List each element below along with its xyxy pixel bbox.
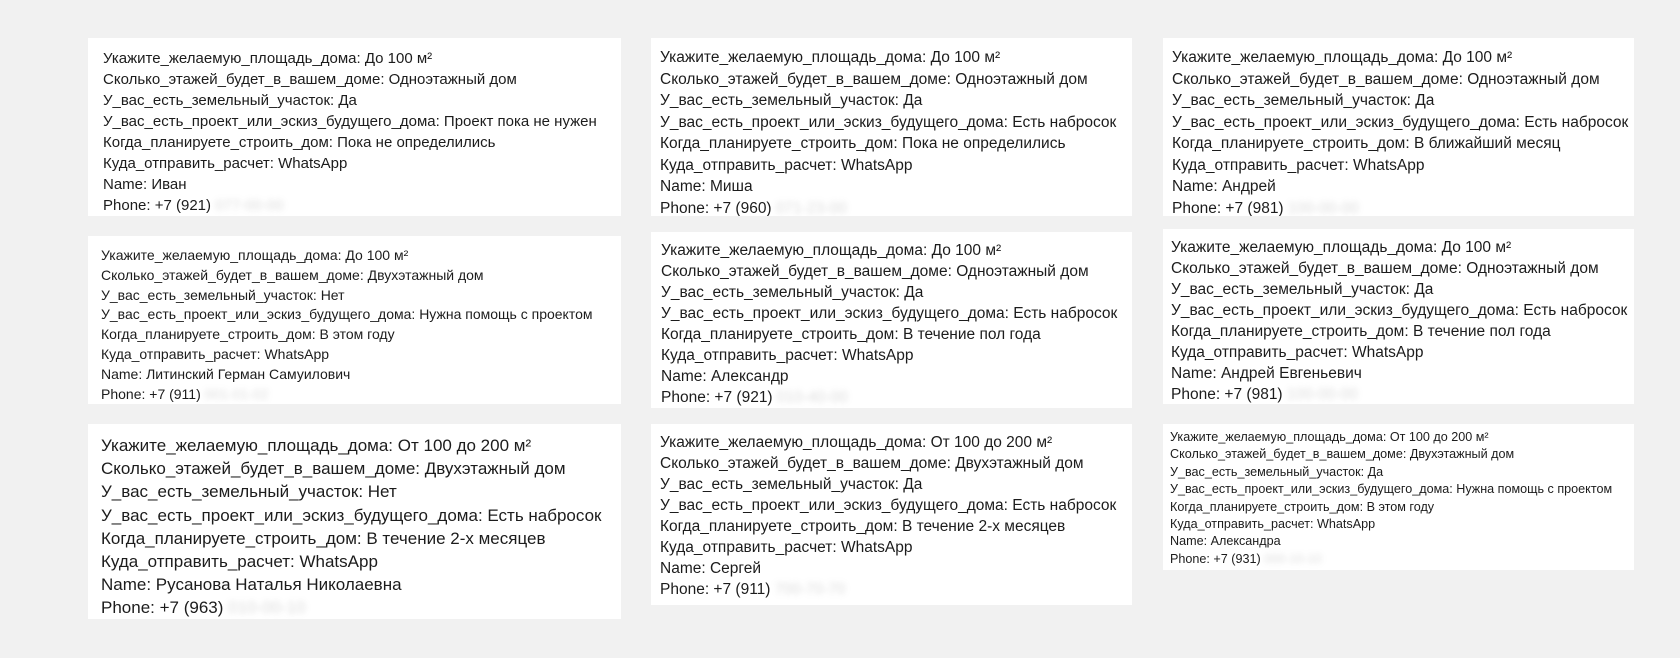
floors-field: Сколько_этажей_будет_в_вашем_доме: Одноэтажный дом	[660, 70, 1088, 88]
phone-field	[1171, 384, 1634, 404]
cut-off-line	[660, 600, 1132, 605]
send-field: Куда_отправить_расчет: WhatsApp	[1170, 517, 1376, 532]
name-field: Name: Литинский Герман Самуилович	[101, 365, 351, 382]
floors-field: Сколько_этажей_будет_в_вашем_доме: Двухэтажный дом	[101, 266, 484, 283]
phone-field	[660, 198, 1132, 217]
phone-redacted: 100-00-00	[1282, 386, 1358, 403]
floors-field: Сколько_этажей_будет_в_вашем_доме: Одноэтажный дом	[1171, 260, 1599, 277]
when-field: Когда_планируете_строить_дом: В течение пол года	[1171, 323, 1551, 340]
phone-redacted: 077-00-00	[211, 197, 284, 214]
name-field: Name: Александр	[661, 368, 789, 385]
send-field: Куда_отправить_расчет: WhatsApp	[101, 345, 330, 362]
phone-visible: Phone: +7 (981)	[1172, 199, 1284, 216]
land-field: У_вас_есть_земельный_участок: Да	[1170, 464, 1384, 479]
area-field: Укажите_желаемую_площадь_дома: До 100 м²	[660, 49, 1001, 66]
lead-card-5	[651, 232, 1132, 408]
phone-field	[661, 387, 1132, 408]
send-field: Куда_отправить_расчет: WhatsApp	[660, 156, 913, 174]
lead-card-2	[651, 38, 1132, 216]
phone-redacted: 071-23-00	[771, 199, 847, 216]
phone-redacted: 000-10-10	[1260, 551, 1322, 566]
phone-visible: Phone: +7 (960)	[660, 199, 772, 216]
land-field: У_вас_есть_земельный_участок: Да	[1172, 92, 1435, 109]
lead-card-6	[1163, 229, 1634, 404]
project-field: У_вас_есть_проект_или_эскиз_будущего_дома: Есть набросок	[660, 113, 1117, 131]
land-field: У_вас_есть_земельный_участок: Нет	[101, 286, 345, 303]
area-field: Укажите_желаемую_площадь_дома: До 100 м²	[661, 242, 1002, 259]
floors-field: Сколько_этажей_будет_в_вашем_доме: Двухэтажный дом	[101, 459, 566, 479]
phone-redacted: 010-40-00	[772, 389, 848, 406]
phone-field	[103, 195, 621, 216]
lead-card-7	[88, 424, 621, 619]
name-field: Name: Русанова Наталья Николаевна	[101, 575, 402, 595]
phone-visible: Phone: +7 (963)	[101, 598, 224, 618]
project-field: У_вас_есть_проект_или_эскиз_будущего_дома: Проект пока не нужен	[103, 113, 597, 130]
phone-field	[101, 385, 621, 404]
when-field: Когда_планируете_строить_дом: В течение 2-х месяцев	[660, 518, 1066, 535]
name-field: Name: Александра	[1170, 534, 1281, 549]
phone-visible: Phone: +7 (911)	[101, 385, 201, 402]
lead-card-3	[1163, 38, 1634, 216]
phone-redacted: 010-00-10	[223, 598, 306, 618]
area-field: Укажите_желаемую_площадь_дома: До 100 м²	[103, 50, 433, 67]
send-field: Куда_отправить_расчет: WhatsApp	[660, 539, 913, 556]
name-field: Name: Сергей	[660, 560, 761, 577]
when-field: Когда_планируете_строить_дом: Пока не определились	[660, 135, 1066, 152]
phone-field	[660, 579, 1132, 600]
floors-field: Сколько_этажей_будет_в_вашем_доме: Двухэтажный дом	[660, 455, 1084, 472]
land-field: У_вас_есть_земельный_участок: Да	[660, 476, 923, 493]
when-field: Когда_планируете_строить_дом: В течение пол года	[661, 326, 1041, 343]
land-field: У_вас_есть_земельный_участок: Да	[1171, 281, 1434, 298]
project-field: У_вас_есть_проект_или_эскиз_будущего_дома: Есть набросок	[660, 497, 1117, 514]
phone-visible: Phone: +7 (911)	[660, 581, 771, 598]
area-field: Укажите_желаемую_площадь_дома: От 100 до 200 м²	[660, 434, 1053, 451]
land-field: У_вас_есть_земельный_участок: Да	[103, 92, 357, 109]
phone-redacted: 700-70-70	[770, 581, 846, 598]
area-field: Укажите_желаемую_площадь_дома: От 100 до 200 м²	[101, 436, 532, 455]
phone-visible: Phone: +7 (981)	[1171, 386, 1283, 403]
land-field: У_вас_есть_земельный_участок: Да	[660, 92, 923, 109]
area-field: Укажите_желаемую_площадь_дома: До 100 м²	[101, 247, 409, 263]
project-field: У_вас_есть_проект_или_эскиз_будущего_дома: Есть набросок	[1172, 113, 1629, 131]
phone-visible: Phone: +7 (931)	[1170, 551, 1261, 566]
area-field: Укажите_желаемую_площадь_дома: До 100 м²	[1171, 239, 1512, 256]
send-field: Куда_отправить_расчет: WhatsApp	[661, 347, 914, 364]
lead-card-4	[88, 236, 621, 404]
name-field: Name: Миша	[660, 178, 753, 195]
project-field: У_вас_есть_проект_или_эскиз_будущего_дома: Есть набросок	[101, 505, 602, 525]
phone-field	[1172, 198, 1634, 217]
floors-field: Сколько_этажей_будет_в_вашем_доме: Двухэтажный дом	[1170, 447, 1515, 462]
lead-card-1	[88, 38, 621, 216]
name-field: Name: Андрей Евгеньевич	[1171, 365, 1362, 382]
send-field: Куда_отправить_расчет: WhatsApp	[103, 155, 348, 172]
lead-card-8	[651, 424, 1132, 605]
floors-field: Сколько_этажей_будет_в_вашем_доме: Одноэтажный дом	[1172, 70, 1600, 88]
name-field: Name: Андрей	[1172, 178, 1276, 195]
phone-redacted: 001-01-02	[200, 385, 269, 402]
area-field: Укажите_желаемую_площадь_дома: До 100 м²	[1172, 49, 1513, 66]
project-field: У_вас_есть_проект_или_эскиз_будущего_дома: Есть набросок	[1171, 302, 1628, 319]
floors-field: Сколько_этажей_будет_в_вашем_доме: Одноэтажный дом	[661, 263, 1089, 280]
name-field: Name: Иван	[103, 176, 187, 193]
phone-visible: Phone: +7 (921)	[661, 389, 773, 406]
send-field: Куда_отправить_расчет: WhatsApp	[1172, 156, 1425, 174]
project-field: У_вас_есть_проект_или_эскиз_будущего_дома: Нужна помощь с проектом	[1170, 482, 1613, 497]
when-field: Когда_планируете_строить_дом: В течение 2-х месяцев	[101, 528, 546, 548]
when-field: Когда_планируете_строить_дом: В этом году	[101, 326, 395, 343]
area-field: Укажите_желаемую_площадь_дома: От 100 до 200 м²	[1170, 430, 1489, 444]
land-field: У_вас_есть_земельный_участок: Да	[661, 284, 924, 301]
send-field: Куда_отправить_расчет: WhatsApp	[101, 552, 378, 572]
phone-redacted: 100-00-00	[1283, 199, 1359, 216]
phone-visible: Phone: +7 (921)	[103, 197, 211, 214]
project-field: У_вас_есть_проект_или_эскиз_будущего_дома: Нужна помощь с проектом	[101, 306, 593, 323]
project-field: У_вас_есть_проект_или_эскиз_будущего_дома: Есть набросок	[661, 305, 1118, 322]
when-field: Когда_планируете_строить_дом: В ближайший месяц	[1172, 135, 1561, 152]
land-field: У_вас_есть_земельный_участок: Нет	[101, 482, 397, 502]
phone-field	[101, 596, 621, 619]
when-field: Когда_планируете_строить_дом: Пока не определились	[103, 134, 496, 151]
lead-card-9	[1163, 424, 1634, 570]
phone-field	[1170, 551, 1634, 568]
send-field: Куда_отправить_расчет: WhatsApp	[1171, 344, 1424, 361]
floors-field: Сколько_этажей_будет_в_вашем_доме: Одноэтажный дом	[103, 71, 517, 88]
when-field: Когда_планируете_строить_дом: В этом году	[1170, 499, 1435, 514]
